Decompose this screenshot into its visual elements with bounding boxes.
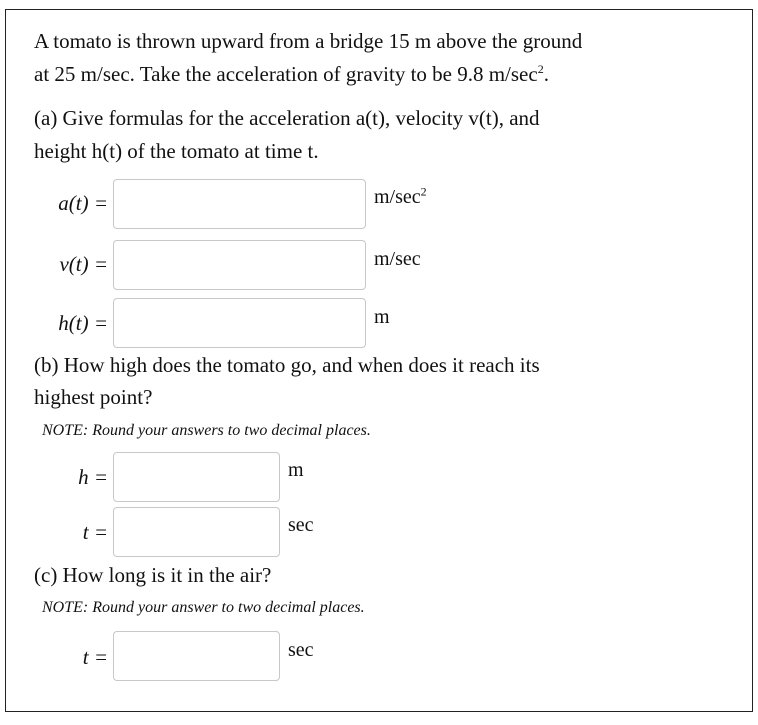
part-b-line-1: (b) How high does the tomato go, and when does it reach its	[34, 353, 540, 377]
max-height-unit: m	[288, 459, 304, 481]
air-time-unit: sec	[288, 639, 314, 661]
air-time-label: t =	[82, 645, 108, 669]
intro-line-2-text: at 25 m/sec. Take the acceleration of gravity to be 9.8 m/sec	[34, 62, 538, 86]
peak-time-input[interactable]	[113, 507, 280, 557]
peak-time-label: t =	[82, 520, 108, 544]
height-unit: m	[374, 306, 390, 328]
acceleration-label: a(t) =	[58, 191, 108, 215]
max-height-label: h =	[78, 465, 108, 489]
part-b-line-2: highest point?	[34, 385, 153, 409]
velocity-input[interactable]	[113, 240, 366, 290]
height-input[interactable]	[113, 298, 366, 348]
intro-line-2	[34, 58, 549, 91]
air-time-input[interactable]	[113, 631, 280, 681]
velocity-label: v(t) =	[59, 252, 108, 276]
height-label: h(t) =	[58, 311, 108, 335]
acceleration-unit: $m/\sec^2$	[374, 184, 427, 208]
intro-exponent: 2	[537, 62, 544, 76]
intro-line-2-end: .	[543, 62, 549, 86]
part-c-text: (c) How long is it in the air?	[34, 563, 272, 587]
note-part-b: NOTE: Round your answers to two decimal places.	[42, 422, 371, 439]
part-a-line-1: (a) Give formulas for the acceleration a(t), velocity v(t), and	[34, 106, 540, 130]
part-a-line-2: height h(t) of the tomato at time t.	[34, 139, 319, 163]
note-part-c: NOTE: Round your answer to two decimal places.	[42, 599, 365, 616]
intro-line-1: A tomato is thrown upward from a bridge 15 m above the ground	[34, 29, 583, 53]
acceleration-input[interactable]	[113, 179, 366, 229]
velocity-unit: m/sec	[374, 248, 421, 270]
peak-time-unit: sec	[288, 514, 314, 536]
max-height-input[interactable]	[113, 452, 280, 502]
